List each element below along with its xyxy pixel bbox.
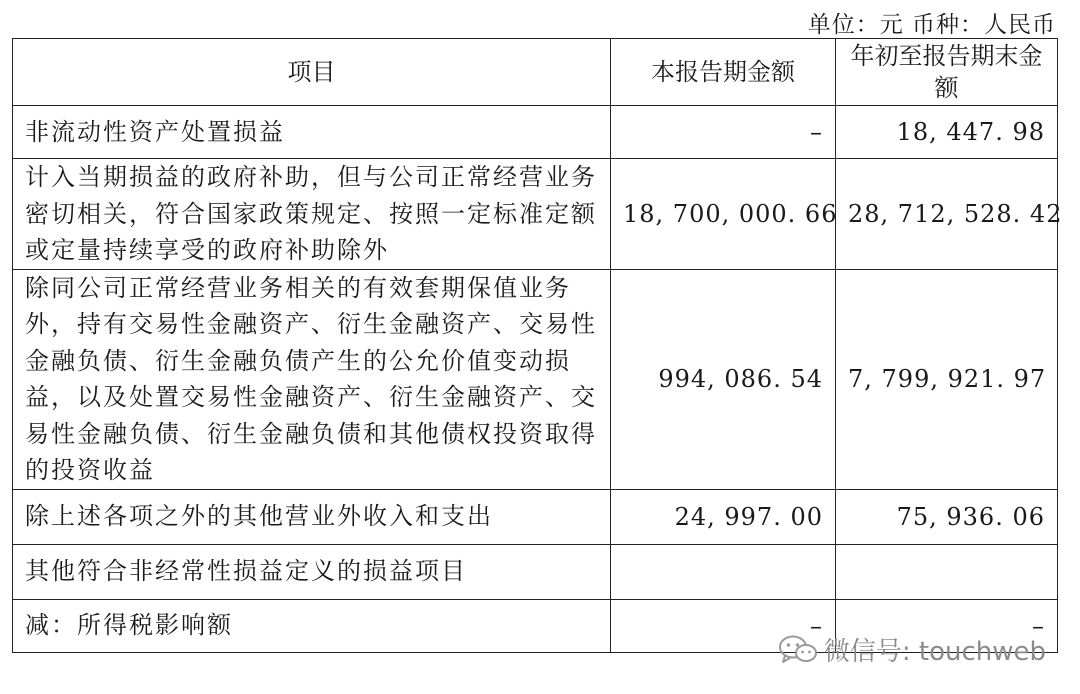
row-ytd: 75, 936. 06: [836, 489, 1058, 544]
row-current: [611, 544, 836, 599]
row-item: 非流动性资产处置损益: [13, 106, 611, 159]
row-ytd: 28, 712, 528. 42: [836, 159, 1058, 270]
table-row: [13, 544, 1058, 599]
row-current: 994, 086. 54: [611, 269, 836, 489]
wechat-icon: [778, 634, 818, 666]
row-ytd: 18, 447. 98: [836, 106, 1058, 159]
row-item: 除同公司正常经营业务相关的有效套期保值业务外，持有交易性金融资产、衍生金融资产、交易性金融负债、衍生金融负债产生的公允价值变动损益，以及处置交易性金融资产、衍生金融资产、交易性金融负债、衍生金融负债和其他债权投资取得的投资收益: [13, 269, 611, 489]
table-row: [13, 489, 1058, 544]
header-item: 项目: [13, 39, 611, 106]
row-current: –: [611, 599, 836, 652]
table-row: [13, 159, 1058, 270]
row-current: 24, 997. 00: [611, 489, 836, 544]
row-item: 除上述各项之外的其他营业外收入和支出: [13, 489, 611, 544]
wechat-watermark: [778, 631, 1046, 668]
row-ytd: –: [836, 599, 1058, 652]
row-item: 计入当期损益的政府补助，但与公司正常经营业务密切相关，符合国家政策规定、按照一定标准定额或定量持续享受的政府补助除外: [13, 159, 611, 270]
row-current: –: [611, 106, 836, 159]
header-current-period: 本报告期金额: [611, 39, 836, 106]
row-ytd: 7, 799, 921. 97: [836, 269, 1058, 489]
row-current: 18, 700, 000. 66: [611, 159, 836, 270]
row-ytd: [836, 544, 1058, 599]
table-row: [13, 106, 1058, 159]
table-row: [13, 269, 1058, 489]
header-ytd: 年初至报告期末金额: [836, 39, 1058, 106]
row-item: 其他符合非经常性损益定义的损益项目: [13, 544, 611, 599]
unit-note: 单位：元 币种：人民币: [807, 12, 1056, 38]
row-item: 减：所得税影响额: [13, 599, 611, 652]
watermark-text: 微信号: touchweb: [823, 637, 1046, 667]
gains-losses-table: [12, 38, 1063, 653]
table-header-row: [13, 39, 1058, 106]
